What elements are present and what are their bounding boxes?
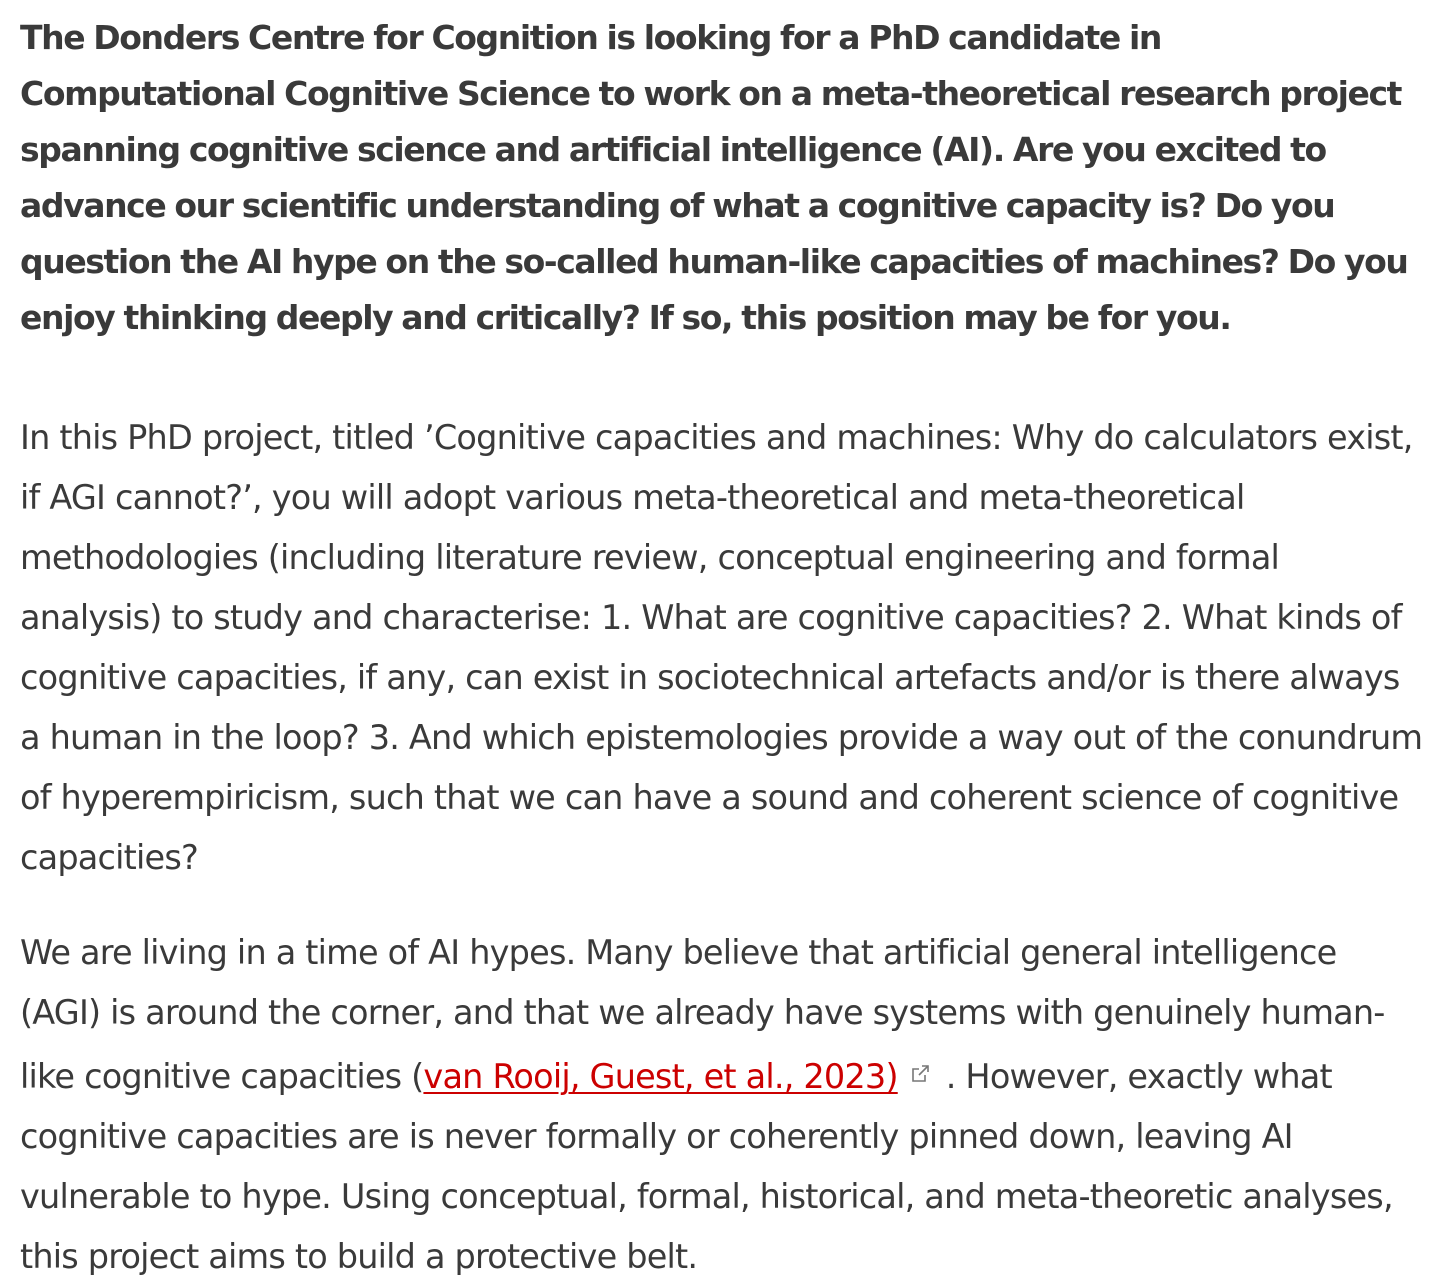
intro-paragraph: The Donders Centre for Cognition is looking for a PhD candidate in Computational Cognitive Science to work on a meta-theoretical research project spanning cognitive science and artificial intelligence (AI). Are you excited to advance our scientific understanding of what a cognitive capacity is? Do you question the AI hype on the so-called human-like capacities of machines? Do you enjoy thinking deeply and critically? If so, this position may be for you. (20, 18, 1408, 337)
vacancy-description (20, 0, 1425, 1287)
context-paragraph (20, 923, 1425, 1287)
reference-link[interactable]: van Rooij, Guest, et al., 2023) (423, 1057, 898, 1096)
context-text-after-link: . However, exactly what cognitive capacities are is never formally or coherently pinned down, leaving AI vulnerable to hype. Using conceptual, formal, historical, and meta-theoretic analyses, this project aims to build a protective belt. (20, 1057, 1393, 1276)
project-paragraph: In this PhD project, titled ’Cognitive capacities and machines: Why do calculators exist, if AGI cannot?’, you will adopt various meta-theoretical and meta-theoretical methodologies (including literature review, conceptual engineering and formal analysis) to study and characterise: 1. What are cognitive capacities? 2. What kinds of cognitive capacities, if any, can exist in sociotechnical artefacts and/or is there always a human in the loop? 3. And which epistemologies provide a way out of the conundrum of hyperempiricism, such that we can have a sound and coherent science of cognitive capacities? (20, 418, 1423, 877)
context-text-before-link: We are living in a time of AI hypes. Many believe that artificial general intelligence (AGI) is around the corner, and that we already have systems with genuinely human-like cognitive capacities ( (20, 933, 1385, 1096)
external-link-icon[interactable] (910, 1043, 930, 1063)
